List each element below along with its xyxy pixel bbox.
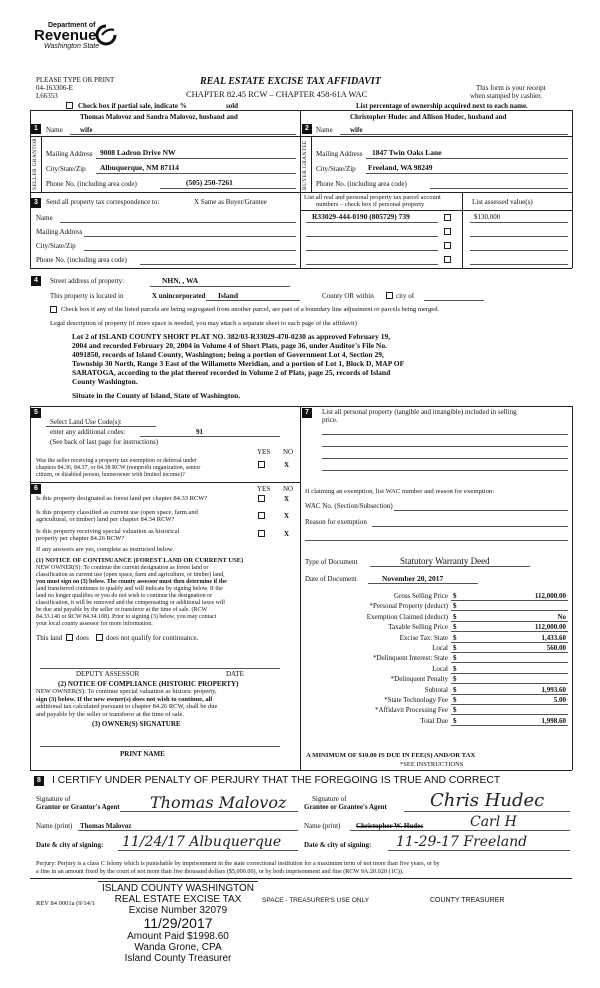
historic-no-answer: X [284,530,290,538]
corr-phone-label: Phone No. (including area code) [36,256,127,264]
tax-row [305,695,568,705]
tax-row-dollar: $ [453,633,457,642]
section-5-number: 5 [31,408,41,418]
tax-row-value: 560.00 [546,643,566,652]
buyer-mailing-value: 1847 Twin Oaks Lane [372,148,442,157]
compliance-line: additional tax calculated pursuant to chapter 84.26 RCW, shall be due [36,703,218,710]
tax-row-value: 112,000.00 [534,592,566,600]
tax-row-dollar: $ [453,685,457,694]
buyer-city-label: City/State/Zip [316,165,356,173]
exemption-q-line: Was the seller receiving a property tax exemption or deferral under [36,458,197,464]
answers-note: If any answers are yes, complete as instructed below. [36,546,174,553]
compliance-title: (2) NOTICE OF COMPLIANCE (HISTORIC PROPERTY) [58,680,239,688]
corr-name-label: Name [36,214,53,222]
stamp-line: Island County Treasurer [124,953,232,964]
buyer-mailing-label: Mailing Address [316,150,363,158]
seller-mailing-value: 9008 Ladron Drive NW [100,148,176,157]
buyer-side-label: BUYER GRANTEE [302,140,308,190]
legal-line: SARATOGA, according to the plat thereof recorded in Volume 2 of Plats, page 25, records of Island [72,368,391,377]
section-6-number: 6 [31,484,41,494]
section-1-number: 1 [31,124,41,134]
tax-row [305,591,568,601]
grantor-name-print-label: Name (print) [36,822,73,830]
buyer-name-label: Name [316,126,333,134]
grantor-sig-label-2: Grantor or Grantor's Agent [36,803,120,811]
tax-row-label: Excise Tax: State [399,633,448,642]
tax-row-dollar: $ [453,695,457,704]
segregation-checkbox[interactable] [50,306,57,313]
unincorporated-value: X unincorporated [152,292,206,300]
grantee-sig-label-2: Grantee or Grantee's Agent [304,803,387,811]
exemption-wac-label: If claiming an exemption, list WAC number and reason for exemption: [305,488,495,495]
tax-row-dollar: $ [453,716,457,725]
tax-row-label: *Personal Property (deduct) [369,602,448,611]
buyer-phone-label: Phone No. (including area code) [316,180,407,188]
logo-dept-line2: Revenue [34,27,97,44]
stamp-line: Amount Paid $1998.60 [127,931,229,942]
seller-name-line1: Thomas Malovoz and Sandra Malovoz, husband and [80,113,238,121]
legal-label: Legal description of property (if more space is needed, you may attach a separate sheet to each page of the affidavit) [50,320,357,327]
continuance-line: NEW OWNER(S): To continue the current designation as forest land or [36,565,209,571]
section-2-number: 2 [302,124,312,134]
city-of-label: city of [396,292,415,300]
tax-row-label: *Affidavit Processing Fee [375,706,448,715]
please-type-label: PLEASE TYPE OR PRINT [36,76,115,84]
partial-sale-checkbox[interactable] [66,102,73,109]
tax-row-dollar: $ [453,592,457,600]
personal-property-label [322,408,517,424]
land-does-not-label: does not qualify for continuance. [106,634,199,642]
tax-row-label: Local [432,664,448,673]
forest-yes-checkbox[interactable] [258,495,265,502]
form-title: REAL ESTATE EXCISE TAX AFFIDAVIT [200,76,381,87]
assessed-value: $130,000 [474,213,501,221]
historic-yes-checkbox[interactable] [258,530,265,537]
print-name-label: PRINT NAME [120,750,165,758]
grantee-date-city-label: Date & city of signing: [304,841,372,849]
grantor-date-city-label: Date & city of signing: [36,841,104,849]
tax-table [305,591,568,726]
exemption-q-line: chapters 84.36, 84.37, or 84.38 RCW (nonprofit organization, senior [36,465,201,471]
current-use-q-line: Is this property classified as current use (open space, farm and [36,509,198,516]
revenue-logo [34,22,99,50]
situate-line: Situate in the County of Island, State of Washington. [72,391,241,400]
county-treasurer-label: COUNTY TREASURER [430,897,505,904]
parcel-personal-checkbox-3[interactable] [444,242,451,249]
partial-sale-label: Check box if partial sale, indicate % [78,102,187,110]
stamp-line: Excise Number 32079 [128,905,228,916]
tax-row [305,716,568,726]
form-code-1: 04-163306-E [36,84,73,92]
forest-no-answer: X [284,495,290,503]
sec6-no-header: NO [283,485,294,493]
current-use-q-line: agricultural, or timber) land per chapter 84.34 RCW? [36,516,175,523]
tax-row-label: Local [432,643,448,652]
continuance-line: land no longer qualifies or you do not wish to continue the designation or [36,593,213,599]
parcel-header-1: List all real and personal property tax parcel account [304,194,441,201]
doc-date-value: November 20, 2017 [382,574,444,583]
assessed-header: List assessed value(s) [472,198,533,206]
perjury-line-1: Perjury: Perjury is a class C felony which is punishable by imprisonment in the state correctional institution for a maximum term of not more than five years, or by [36,860,440,867]
tax-row-value: 1,433.60 [541,633,566,642]
owner-signature-label: (3) OWNER(S) SIGNATURE [92,720,181,728]
seller-phone-label: Phone No. (including area code) [46,180,137,188]
exemption-q-line: citizen, or disabled person, homeowner with limited income)? [36,472,185,478]
current-use-question [36,509,198,523]
sec6-yes-header: YES [257,485,271,493]
continuance-text [36,565,227,628]
doc-date-label: Date of Document [305,575,357,583]
wac-number-label: WAC No. (Section/Subsection) [305,502,393,510]
seller-city-value: Albuquerque, NM 87114 [100,163,179,172]
tax-row-dollar: $ [453,654,457,663]
see-back-label: (See back of last page for instructions) [50,438,159,446]
personal-property-line: List all personal property (tangible and intangible) included in selling [322,408,517,416]
tax-row-dollar: $ [453,612,457,621]
this-land-label: This land [36,634,63,642]
tax-row-dollar: $ [453,706,457,715]
tax-row [305,705,568,715]
seller-city-label: City/State/Zip [46,165,86,173]
revenue-swoosh-icon [94,24,118,46]
sold-label: sold [226,102,239,110]
tax-row [305,674,568,684]
treasurer-space-label: SPACE - TREASURER'S USE ONLY [262,897,370,904]
rev-form-code: REV 84 0001a (9/14/1 [36,900,95,907]
tax-row-dollar: $ [453,675,457,684]
receipt-note-2: when stamped by cashier. [470,92,542,100]
continuance-title: (1) NOTICE OF CONTINUANCE (FOREST LAND OR CURRENT USE) [36,557,244,564]
compliance-line: sign (3) below. If the new owner(s) does not wish to continue, all [36,695,213,703]
corr-mailing-label: Mailing Address [36,228,83,236]
located-label: This property is located in [50,292,124,300]
tax-row-label: Total Due [420,716,448,725]
tax-row-label: Gross Selling Price [393,592,448,600]
stamp-line: REAL ESTATE EXCISE TAX [114,894,242,905]
corr-city-label: City/State/Zip [36,242,76,250]
historic-q-line: property per chapter 84.26 RCW? [36,535,125,542]
tax-row [305,643,568,653]
seller-mailing-label: Mailing Address [46,150,93,158]
county-value: Island [218,291,239,300]
street-value: NHN, , WA [162,276,199,285]
treasurer-stamp [98,881,258,964]
grantee-name-print-label: Name (print) [304,822,341,830]
tax-row-label: Subtotal [424,685,448,694]
legal-line: 4091850, records of Island County, Washington; being a portion of Government Lot 4, Section 29, [72,350,384,359]
street-label: Street address of property: [50,277,125,285]
tax-row-dollar: $ [453,623,457,632]
land-does-not-checkbox[interactable] [96,634,103,641]
see-instructions: *SEE INSTRUCTIONS [400,761,464,768]
tax-row-value: 112,000.00 [534,623,566,632]
legal-line: Township 30 North, Range 3 East of the Willamette Meridian, and a portion of Lot 1, Block D, MAP OF [72,359,405,368]
tax-row-dollar: $ [453,602,457,611]
tax-row [305,685,568,695]
land-does-checkbox[interactable] [66,634,73,641]
parcel-personal-checkbox-1[interactable] [444,214,451,221]
parcel-personal-checkbox-4[interactable] [444,256,451,263]
grantee-date-city-hand: 11-29-17 Freeland [396,834,528,850]
tax-row-label: *Delinquent Penalty [390,675,448,684]
land-use-label: Select Land Use Code(s): [50,418,122,426]
current-use-no-answer: X [284,512,290,520]
logo-dept-line1: Department of [48,22,96,29]
tax-row [305,612,568,622]
buyer-city-value: Freeland, WA 98249 [368,163,433,172]
exemption-yes-checkbox[interactable] [258,461,265,468]
tax-row-label: *Delinquent Interest: State [372,654,448,663]
tax-row-value: 1,993.60 [541,685,566,694]
seller-side-label: SELLER GRANTOR [32,137,38,190]
grantee-name-handwritten: Carl H [470,814,517,830]
historic-question [36,528,180,542]
perjury-line-2: a fine in an amount fixed by the court of not more than five thousand dollars ($5,000.00), or by both imprisonment and fine (RCW 9A.20.020 (1C)). [36,868,404,875]
reason-label: Reason for exemption [305,518,367,526]
sec5-yes-header: YES [257,448,271,456]
doc-type-value: Statutory Warranty Deed [400,556,490,566]
buyer-name-line1: Christopher Hudec and Allison Hudec, husband and [350,113,507,121]
continuance-line: classification as current use (open space, farm and agriculture, or timber) land, [36,572,225,578]
continuance-line: classification, it will be removed and the compensating or additional taxes will [36,600,225,606]
section-8-number: 8 [34,776,44,786]
parcel-header-2: numbers – check box if personal property [316,201,425,208]
continuance-line: 84.33.140 or RCW 84.34.108). Prior to signing (3) below, you may contact [36,614,217,620]
forest-question: Is this property designated as forest land per chapter 84.33 RCW? [36,495,208,502]
correspondence-label: Send all property tax correspondence to: [46,198,160,206]
county-or-label: County OR within [322,292,374,300]
additional-code-value: 91 [196,428,203,436]
compliance-line: and payable by the seller or transferor at the time of sale. [36,710,184,718]
tax-row-label: Taxable Selling Price [388,623,448,632]
legal-line: Lot 2 of ISLAND COUNTY SHORT PLAT NO. 382/03-R33029-470-0230 as approved February 19, [72,332,391,341]
historic-q-line: Is this property receiving special valuation as historical [36,528,180,535]
assessor-date-label: DATE [226,670,244,678]
continuance-line: be due and payable by the seller or transferor at the time of sale. (RCW [36,607,208,613]
grantee-sig-label-1: Signature of [312,795,347,803]
tax-row-label: *State Technology Fee [384,695,448,704]
legal-line: County Washington. [72,377,138,386]
city-of-checkbox[interactable] [386,292,393,299]
stamp-line: ISLAND COUNTY WASHINGTON [98,881,258,894]
tax-row-label: Exemption Claimed (deduct) [366,612,448,621]
legal-line: 2004 and recorded February 20, 2004 in Volume 4 of Short Plats, page 36, under Auditor's File No. [72,341,387,350]
tax-row-value: 1,998.60 [541,716,566,725]
segregation-label: Check box if any of the listed parcels are being segregated from another parcel, are part of a boundary line adjustment or parcels being merged. [61,306,440,313]
ownership-note: List percentage of ownership acquired next to each name. [356,102,528,110]
deputy-assessor-label: DEPUTY ASSESSOR [76,670,140,678]
tax-row [305,601,568,611]
form-chapter: CHAPTER 82.45 RCW – CHAPTER 458-61A WAC [186,89,368,99]
additional-codes-label: enter any additional codes: [50,428,126,436]
current-use-yes-checkbox[interactable] [258,512,265,519]
legal-description [72,332,404,386]
grantee-signature: Chris Hudec [430,790,545,811]
doc-type-label: Type of Document [305,558,358,566]
seller-name-label: Name [46,126,63,134]
grantor-sig-label-1: Signature of [36,795,71,803]
tax-row [305,622,568,632]
form-code-2: L66353 [36,92,58,100]
tax-row [305,633,568,643]
exemption-question [36,458,200,479]
grantor-name-print: Thomas Malovoz [80,822,132,830]
buyer-name-line2: wife [350,126,363,134]
certify-statement: I CERTIFY UNDER PENALTY OF PERJURY THAT THE FOREGOING IS TRUE AND CORRECT [52,775,501,786]
tax-row-value: No [557,612,566,621]
grantee-name-print: Christopher W. Hudec [356,822,424,830]
stamp-line: 11/29/2017 [143,915,213,931]
grantor-signature: Thomas Malovoz [150,793,287,812]
continuance-line: land transferred continues to qualify and will indicate by signing below. If the [36,586,223,592]
compliance-text [36,688,217,718]
minimum-note: A MINIMUM OF $10.00 IS DUE IN FEE(S) AND/OR TAX [306,752,476,759]
seller-name-line2: wife [80,126,93,134]
sec5-no-header: NO [283,448,294,456]
continuance-line: your local county assessor for more information. [36,621,153,627]
tax-row [305,653,568,663]
logo-dept-line3: Washington State [44,43,100,50]
personal-property-line: price. [322,416,338,424]
seller-phone-value: (505) 250-7261 [186,178,233,187]
tax-row-dollar: $ [453,664,457,673]
land-does-label: does [76,634,89,642]
tax-row-value: 5.00 [553,695,566,704]
correspondence-same-as: X Same as Buyer/Grantee [194,198,267,206]
grantor-date-city-hand: 11/24/17 Albuquerque [122,834,282,850]
continuance-line: you must sign on (3) below. The county assessor must then determine if the [36,579,227,585]
tax-row-dollar: $ [453,643,457,652]
compliance-line: NEW OWNER(S): To continue special valuation as historic property, [36,688,217,695]
exemption-no-answer: X [284,461,290,469]
section-4-number: 4 [31,276,41,286]
section-7-number: 7 [302,408,312,418]
parcel-personal-checkbox-2[interactable] [444,228,451,235]
stamp-line: Wanda Grone, CPA [134,942,222,953]
receipt-note-1: This form is your receipt [476,84,546,92]
section-3-number: 3 [31,198,41,208]
parcel-number-value: R33029-444-0190 (805729) 739 [312,212,410,221]
tax-row [305,664,568,674]
